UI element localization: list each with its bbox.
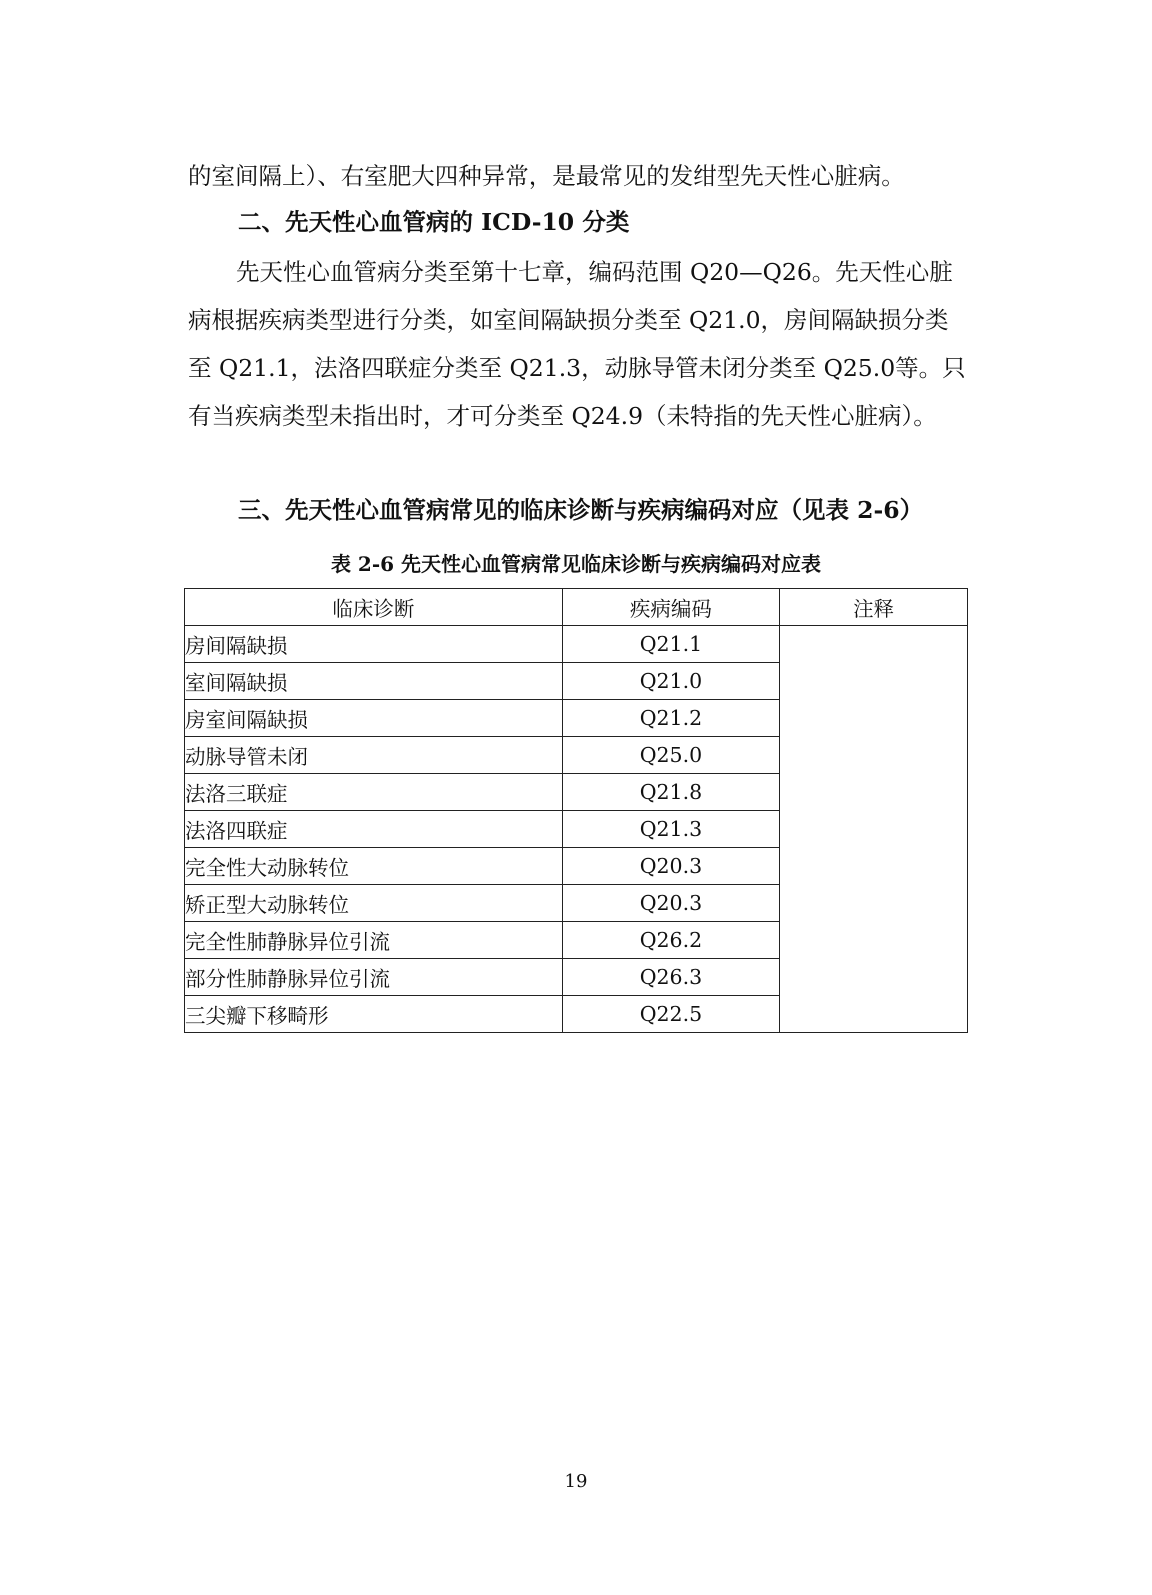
code-cell: Q20.3 (562, 885, 779, 922)
code-cell: Q26.2 (562, 922, 779, 959)
table-row (185, 626, 968, 663)
diagnosis-cell: 房间隔缺损 (185, 626, 563, 663)
diagnosis-cell: 室间隔缺损 (185, 663, 563, 700)
diagnosis-cell: 三尖瓣下移畸形 (185, 996, 563, 1033)
code-cell: Q20.3 (562, 848, 779, 885)
diagnosis-cell: 完全性肺静脉异位引流 (185, 922, 563, 959)
paragraph-tetralogy-end: 的室间隔上）、右室肥大四种异常，是最常见的发绀型先天性心脏病。 (188, 162, 905, 190)
section-heading-icd10: 二、先天性心血管病的 ICD-10 分类 (238, 208, 630, 236)
diagnosis-cell: 部分性肺静脉异位引流 (185, 959, 563, 996)
table-header-row (185, 589, 968, 626)
code-cell: Q21.2 (562, 700, 779, 737)
code-cell: Q25.0 (562, 737, 779, 774)
diagnosis-cell: 矫正型大动脉转位 (185, 885, 563, 922)
diagnosis-cell: 法洛三联症 (185, 774, 563, 811)
header-code: 疾病编码 (562, 589, 779, 626)
diagnosis-cell: 动脉导管未闭 (185, 737, 563, 774)
code-cell: Q21.0 (562, 663, 779, 700)
section-heading-table-reference: 三、先天性心血管病常见的临床诊断与疾病编码对应（见表 2-6） (238, 496, 924, 524)
code-cell: Q21.1 (562, 626, 779, 663)
diagnosis-cell: 房室间隔缺损 (185, 700, 563, 737)
code-cell: Q21.3 (562, 811, 779, 848)
diagnosis-code-table (184, 588, 968, 1033)
header-diagnosis: 临床诊断 (185, 589, 563, 626)
code-cell: Q22.5 (562, 996, 779, 1033)
code-cell: Q26.3 (562, 959, 779, 996)
diagnosis-cell: 法洛四联症 (185, 811, 563, 848)
paragraph-icd-classification: 先天性心血管病分类至第十七章，编码范围 Q20—Q26。先天性心脏病根据疾病类型进行分类，如室间隔缺损分类至 Q21.0，房间隔缺损分类至 Q21.1，法洛四联症分类至 Q21.3，动脉导管未闭分类至 Q25.0等。只有当疾病类型未指出时，才可分类至 Q24.9（未特指的先天性心脏病）。 (188, 258, 966, 430)
header-note: 注释 (780, 589, 968, 626)
code-cell: Q21.8 (562, 774, 779, 811)
note-cell (780, 626, 968, 1033)
table-caption: 表 2-6 先天性心血管病常见临床诊断与疾病编码对应表 (330, 552, 822, 576)
diagnosis-cell: 完全性大动脉转位 (185, 848, 563, 885)
page-number: 19 (564, 1471, 588, 1492)
